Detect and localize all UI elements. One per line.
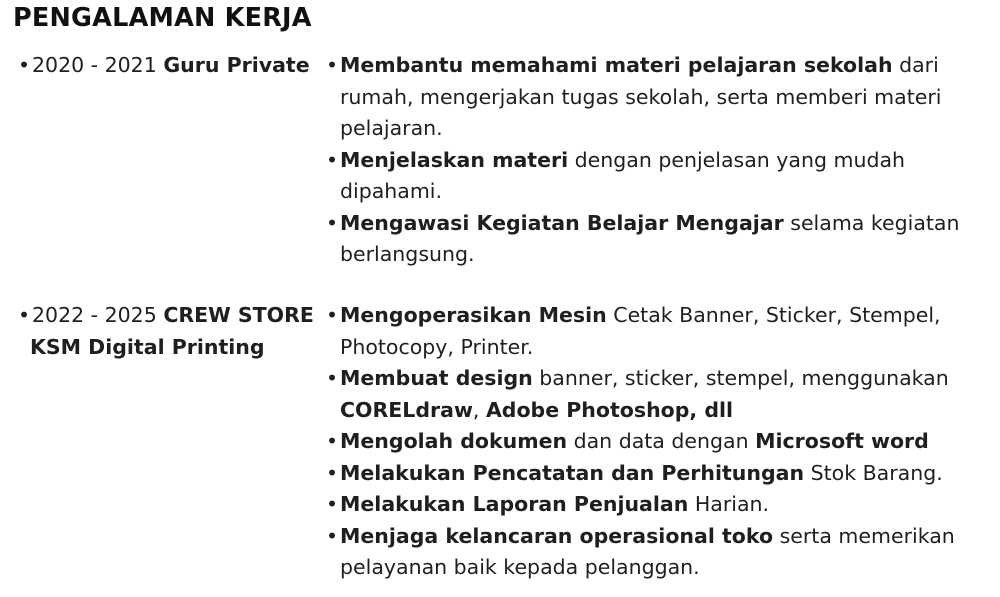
duty-bold-text: Menjelaskan materi (340, 147, 569, 172)
duty-item (326, 426, 994, 458)
duty-bold-text: Mengawasi Kegiatan Belajar Mengajar (340, 210, 784, 235)
job-period: 2020 - 2021 (32, 53, 157, 77)
job-period: 2022 - 2025 (32, 303, 157, 327)
job-role: Guru Private (163, 53, 310, 77)
job-duties (326, 300, 994, 584)
job-company: KSM Digital Printing (30, 334, 265, 359)
duty-bold-text: Microsoft word (755, 429, 929, 453)
bullet-icon: • (326, 429, 339, 453)
duty-bold-text: Adobe Photoshop, dll (485, 397, 734, 422)
duty-item (326, 521, 994, 584)
duty-text: banner, sticker, stempel, menggunakan (532, 366, 949, 390)
bullet-icon: • (326, 460, 339, 485)
job-header (18, 300, 318, 363)
bullet-icon: • (326, 147, 339, 172)
bullet-icon: • (326, 303, 339, 327)
duty-bold-text: Menjaga kelancaran operasional toko (340, 523, 774, 548)
duty-item (326, 50, 994, 145)
duty-text: dari rumah, mengerjakan tugas sekolah, serta memberi materi pelajaran. (340, 53, 942, 140)
job-duties (326, 50, 994, 271)
bullet-icon: • (326, 366, 339, 390)
bullet-icon: • (326, 210, 339, 235)
duty-item (326, 458, 994, 490)
duty-bold-text: Membuat design (340, 366, 533, 390)
duty-text: Harian. (688, 492, 770, 516)
bullet-icon: • (326, 523, 339, 548)
duty-text: , (472, 397, 486, 422)
bullet-icon: • (18, 303, 31, 327)
duty-item (326, 363, 994, 426)
duty-text: Cetak Banner, Sticker, Stempel, Photocopy, Printer. (340, 303, 941, 359)
bullet-icon: • (18, 53, 31, 77)
duty-bold-text: Mengolah dokumen (340, 429, 568, 453)
section-title: PENGALAMAN KERJA (13, 3, 312, 33)
duty-item (326, 489, 994, 521)
duty-item (326, 300, 994, 363)
job-role: CREW STORE (163, 303, 314, 327)
duty-bold-text: Melakukan Laporan Penjualan (340, 492, 689, 516)
duty-bold-text: CORELdraw (340, 397, 473, 422)
duty-bold-text: Membantu memahami materi pelajaran sekolah (340, 53, 893, 77)
duty-bold-text: Mengoperasikan Mesin (340, 303, 607, 327)
duty-text: Stok Barang. (804, 460, 943, 485)
bullet-icon: • (326, 53, 339, 77)
job-header (18, 50, 318, 82)
bullet-icon: • (326, 492, 339, 516)
duty-item (326, 145, 994, 208)
duty-item (326, 208, 994, 271)
duty-text: selama kegiatan berlangsung. (340, 210, 960, 266)
duty-text: dan data dengan (567, 429, 756, 453)
duty-text: serta memerikan pelayanan baik kepada pelanggan. (340, 523, 955, 579)
duty-text: dengan penjelasan yang mudah dipahami. (340, 147, 906, 203)
duty-bold-text: Melakukan Pencatatan dan Perhitungan (340, 460, 805, 485)
